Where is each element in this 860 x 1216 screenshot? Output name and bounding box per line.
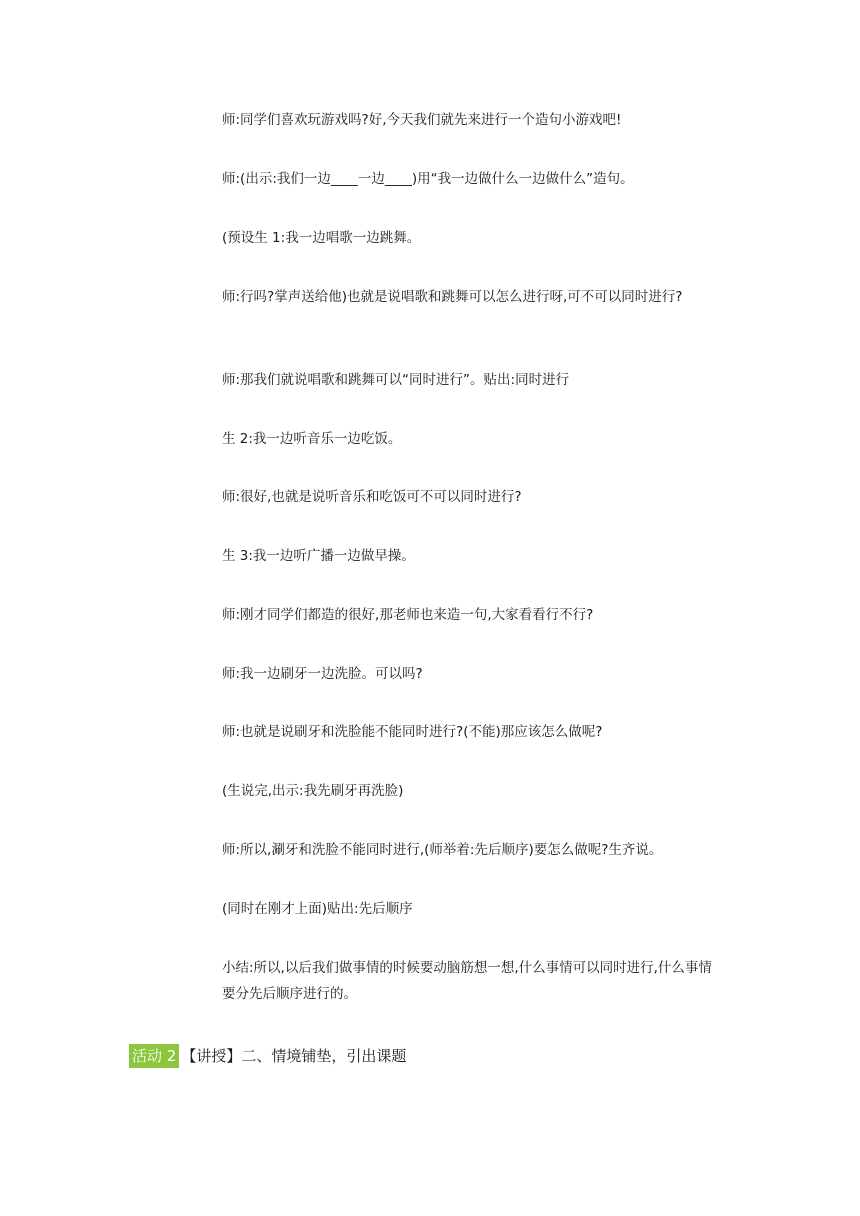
paragraph-8: 生 3:我一边听广播一边做早操。	[222, 548, 415, 564]
paragraph-9: 师:刚才同学们都造的很好,那老师也来造一句,大家看看行不行?	[222, 607, 594, 623]
paragraph-6: 生 2:我一边听音乐一边吃饭。	[222, 431, 402, 447]
paragraph-15: 小结:所以,以后我们做事情的时候要动脑筋想一想,什么事情可以同时进行,什么事情要分先后顺序进行的。	[222, 960, 712, 1002]
paragraph-1: 师:同学们喜欢玩游戏吗?好,今天我们就先来进行一个造句小游戏吧!	[222, 112, 622, 128]
paragraph-7: 师:很好,也就是说听音乐和吃饭可不可以同时进行?	[222, 489, 522, 505]
paragraph-11: 师:也就是说刷牙和洗脸能不能同时进行?(不能)那应该怎么做呢?	[222, 724, 603, 740]
paragraph-13: 师:所以,涮牙和洗脸不能同时进行,(师举着:先后顺序)要怎么做呢?生齐说。	[222, 842, 663, 858]
section-title: 【讲授】二、情境铺垫，引出课题	[181, 1047, 407, 1065]
activity-tag: 活动 2	[129, 1044, 179, 1068]
paragraph-4: 师:行吗?掌声送给他)也就是说唱歌和跳舞可以怎么进行呀,可不可以同时进行?	[222, 289, 683, 305]
paragraph-5: 师:那我们就说唱歌和跳舞可以“同时进行”。贴出:同时进行	[222, 372, 570, 388]
paragraph-2: 师:(出示:我们一边____一边____)用“我一边做什么一边做什么”造句。	[222, 171, 634, 187]
paragraph-12: (生说完,出示:我先刷牙再洗脸)	[222, 783, 404, 799]
section-heading	[129, 1044, 406, 1068]
paragraph-3: (预设生 1:我一边唱歌一边跳舞。	[222, 230, 421, 246]
paragraph-10: 师:我一边刷牙一边洗脸。可以吗?	[222, 666, 423, 682]
paragraph-14: (同时在刚才上面)贴出:先后顺序	[222, 901, 413, 917]
